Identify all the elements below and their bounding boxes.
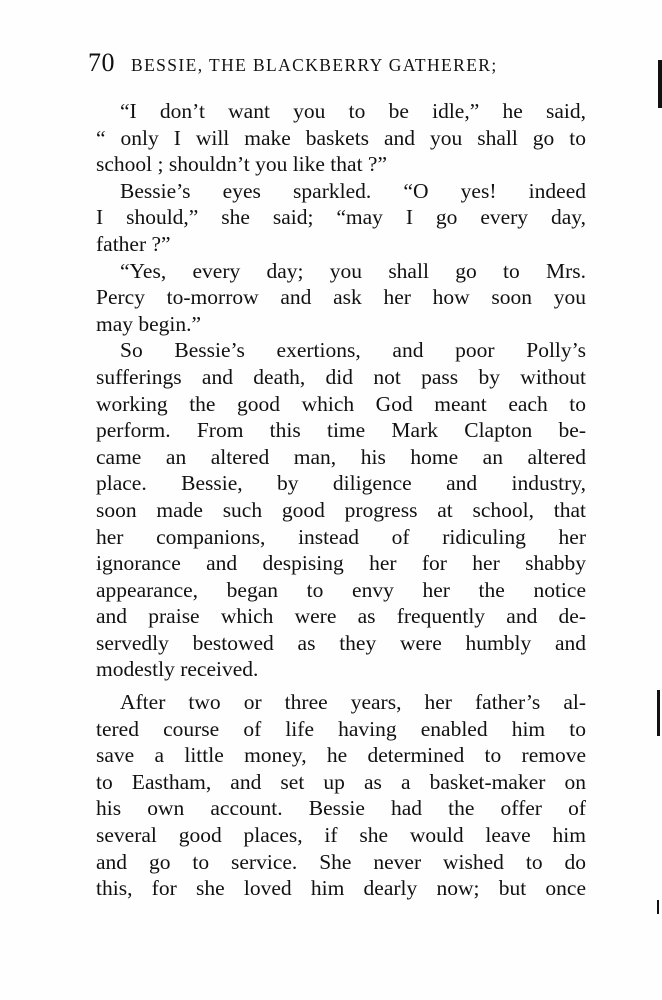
running-head: BESSIE, THE BLACKBERRY GATHERER; (131, 55, 498, 75)
text-line: appearance, began to envy her the notice (96, 577, 586, 602)
text-line: and go to service. She never wished to do (96, 849, 586, 874)
text-line: sufferings and death, did not pass by without (96, 364, 586, 389)
text-line: soon made such good progress at school, that (96, 497, 586, 522)
text-line: So Bessie’s exertions, and poor Polly’s (120, 338, 586, 363)
text-line: save a little money, he determined to remove (96, 743, 586, 768)
text-line: school ; shouldn’t you like that ?” (96, 152, 388, 177)
text-line: her companions, instead of ridiculing her (96, 524, 586, 549)
text-line: I should,” she said; “may I go every day, (96, 205, 586, 230)
text-line: After two or three years, her father’s al- (120, 690, 586, 715)
text-line: “ only I will make baskets and you shall go to (96, 125, 586, 150)
text-line: father ?” (96, 231, 171, 256)
text-line: ignorance and despising her for her shabby (96, 551, 586, 576)
text-line: his own account. Bessie had the offer of (96, 796, 586, 821)
text-line: “I don’t want you to be idle,” he said, (120, 99, 586, 123)
page-edge-mark (657, 900, 659, 914)
body-text (96, 98, 586, 902)
text-line: working the good which God meant each to (96, 391, 586, 416)
text-line: to Eastham, and set up as a basket-maker on (96, 769, 586, 794)
page-number: 70 (88, 48, 115, 77)
page-edge-mark (658, 60, 662, 108)
text-line: “Yes, every day; you shall go to Mrs. (120, 258, 586, 283)
page-header (88, 48, 558, 86)
text-line: Percy to-morrow and ask her how soon you (96, 285, 586, 310)
text-line: and praise which were as frequently and de- (96, 604, 586, 629)
text-line: this, for she loved him dearly now; but once (96, 876, 586, 901)
text-line: modestly received. (96, 657, 259, 682)
text-line: place. Bessie, by diligence and industry, (96, 471, 586, 496)
text-line: servedly bestowed as they were humbly and (96, 630, 586, 655)
text-line: Bessie’s eyes sparkled. “O yes! indeed (120, 178, 586, 203)
text-line: perform. From this time Mark Clapton be- (96, 418, 586, 443)
text-line: may begin.” (96, 311, 202, 336)
text-line: tered course of life having enabled him to (96, 716, 586, 741)
page-edge-mark (657, 690, 660, 736)
text-line: several good places, if she would leave him (96, 823, 586, 848)
text-line: came an altered man, his home an altered (96, 444, 586, 469)
